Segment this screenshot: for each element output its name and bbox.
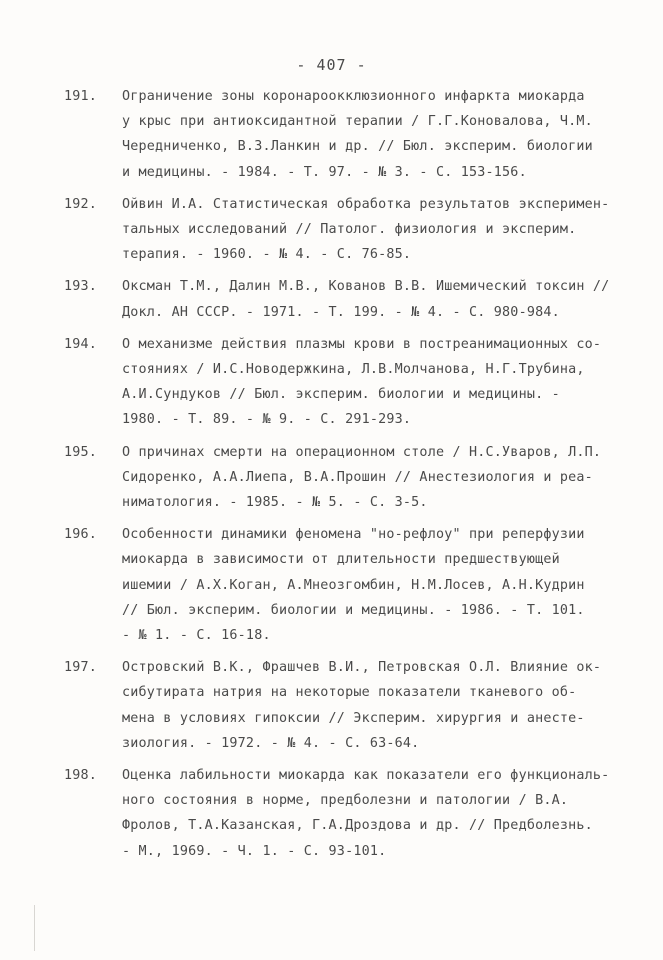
reference-line: тальных исследований // Патолог. физиология и эксперим. (122, 222, 577, 238)
reference-line: и медицины. - 1984. - Т. 97. - № 3. - С. 153-156. (122, 164, 527, 180)
reference-line: А.И.Сундуков // Бюл. эксперим. биологии и медицины. - (122, 387, 560, 403)
reference-item (64, 440, 624, 516)
reference-line: миокарда в зависимости от длительности предшествующей (122, 552, 560, 568)
reference-line: Оценка лабильности миокарда как показатели его функциональ- (122, 768, 610, 784)
reference-item (64, 655, 624, 756)
reference-line: Докл. АН СССР. - 1971. - Т. 199. - № 4. - С. 980-984. (122, 304, 560, 320)
reference-line: ного состояния в норме, предболезни и патологии / В.А. (122, 793, 569, 809)
reference-line: Чередниченко, В.З.Ланкин и др. // Бюл. эксперим. биологии (122, 139, 593, 155)
reference-item (64, 274, 624, 324)
reference-item (64, 522, 624, 648)
reference-number: 192. (64, 196, 98, 212)
reference-line: Ойвин И.А. Статистическая обработка результатов эксперимен- (122, 196, 610, 212)
reference-number: 196. (64, 527, 98, 543)
reference-line: у крыс при антиоксидантной терапии / Г.Г.Коновалова, Ч.М. (122, 114, 593, 130)
reference-line: ишемии / А.Х.Коган, А.Мнеозгомбин, Н.М.Лосев, А.Н.Кудрин (122, 577, 585, 593)
reference-number: 194. (64, 336, 98, 352)
reference-line: О причинах смерти на операционном столе / Н.С.Уваров, Л.П. (122, 444, 602, 460)
reference-number: 195. (64, 444, 98, 460)
reference-line: сибутирата натрия на некоторые показатели тканевого об- (122, 685, 577, 701)
reference-list (64, 84, 624, 871)
page-number: - 407 - (296, 56, 367, 74)
reference-number: 193. (64, 279, 98, 295)
reference-line: мена в условиях гипоксии // Эксперим. хирургия и анесте- (122, 710, 585, 726)
reference-item (64, 332, 624, 433)
reference-line: - № 1. - С. 16-18. (122, 628, 271, 644)
reference-line: стояниях / И.С.Новодержкина, Л.В.Молчанова, Н.Г.Трубина, (122, 362, 585, 378)
reference-line: Островский В.К., Фрашчев В.И., Петровская О.Л. Влияние ок- (122, 660, 602, 676)
reference-item (64, 192, 624, 268)
margin-mark (34, 905, 35, 951)
reference-line: О механизме действия плазмы крови в постреанимационных со- (122, 336, 602, 352)
reference-line: - М., 1969. - Ч. 1. - С. 93-101. (122, 843, 387, 859)
reference-number: 197. (64, 660, 98, 676)
reference-line: ниматология. - 1985. - № 5. - С. 3-5. (122, 495, 428, 511)
reference-item (64, 84, 624, 185)
reference-line: Ограничение зоны коронароокклюзионного инфаркта миокарда (122, 89, 585, 104)
reference-line: Оксман Т.М., Далин М.В., Кованов В.В. Ишемический токсин // (122, 279, 610, 295)
reference-number: 198. (64, 768, 98, 784)
reference-line: Особенности динамики феномена "но-рефлоу" при реперфузии (122, 527, 585, 543)
reference-line: Сидоренко, А.А.Лиепа, В.А.Прошин // Анестезиология и реа- (122, 469, 593, 485)
reference-line: терапия. - 1960. - № 4. - С. 76-85. (122, 247, 412, 263)
reference-line: Фролов, Т.А.Казанская, Г.А.Дроздова и др. // Предболезнь. (122, 818, 593, 834)
reference-item (64, 763, 624, 864)
reference-line: 1980. - Т. 89. - № 9. - С. 291-293. (122, 412, 412, 428)
reference-line: // Бюл. эксперим. биологии и медицины. - 1986. - Т. 101. (122, 602, 585, 618)
reference-number: 191. (64, 89, 98, 104)
reference-line: зиология. - 1972. - № 4. - С. 63-64. (122, 735, 420, 751)
